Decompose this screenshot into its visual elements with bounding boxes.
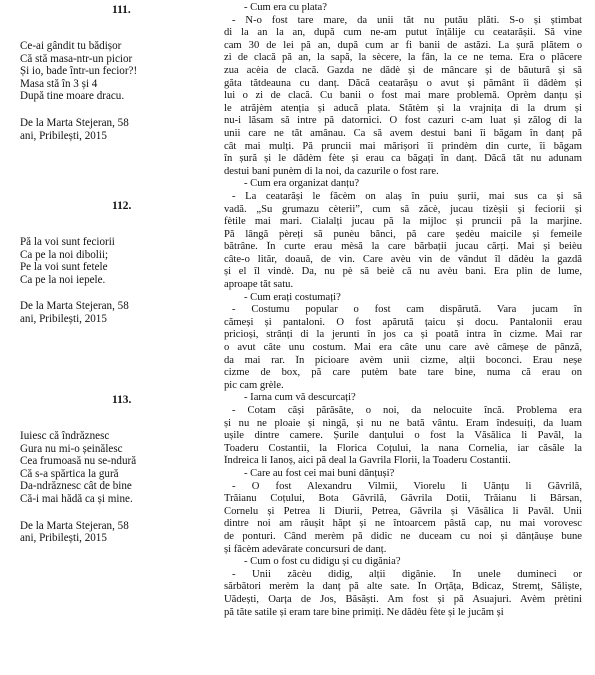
answer-line: cam 30 de lei pă an, după cum ar fi banii de astăzi. La șură plătem o [224,39,582,51]
answer-line: bătrâne. În curte erau mèsă la care bărbații jucau cărți. Mai și beièu [224,241,582,253]
verse-number: 113. [112,394,132,406]
source-line: ani, Pribilești, 2015 [20,312,107,325]
interview-answer [224,15,582,179]
verse-line: Ca pe la noi iepele. [20,273,106,286]
interview-column [224,2,582,619]
verse-number: 112. [112,200,132,212]
answer-line: aproape tăt satu. [224,279,294,291]
answer-line: zua acèia de clacă. Gazda ne dădè și de mâncare și de băutură și să [224,64,582,76]
verse-line: Ce-ai gândit tu bădișor [20,40,122,52]
interview-answer [224,191,582,292]
interview-answer [224,481,582,557]
answer-line: cât mai mulți. Pă pruncii mai mărișori îi prindèm din curte, îi băgam [224,140,582,152]
verse-line: Că-i mai hădă ca și mine. [20,492,133,505]
verse-source [20,117,129,142]
interview-question: - Cum o fost cu didigu și cu digănia? [244,556,401,568]
verse-line: După tine moare dracu. [20,90,125,103]
verse-line: Pă la voi sunt feciorii [20,236,115,248]
source-line: De la Marta Stejeran, 58 [20,300,129,313]
interview-question: - Cum erați costumați? [244,291,341,303]
answer-line: sărbători merèm la danț pă alte sate. În Orțăța, Bdicaz, Stremț, Săliște, [224,581,582,593]
answer-line: lui o zi de clacă. Cu banii o fost mai mare problemă. Oprèm danțu și [224,90,582,102]
answer-line: și făcèm adevărate concursuri de danț. [224,543,387,555]
verse-text [20,236,115,286]
answer-line: fètile mai mari. Cialalți jucau pă la mijloc și pruncii pă la marjine. [224,216,582,228]
answer-line: și el îl vindè. Da, nu pè să beiè că nu avèu bani. Era plin de lume, [224,266,582,278]
answer-line: câte-o lităr, doauă, de vin. Care avèu vin de vândut îl dădèu la gazdă [224,253,582,265]
answer-line: le atrăjèm atenția și aducă plata. Stătèm și la vrajnița di la drum și [224,102,582,114]
answer-line: - N-o fost tare mare, da unii tăt nu putău plăti. S-o și știmbat [232,14,582,26]
answer-line: nu-i lăsam să intre pă datornici. O fost cazuri c-am luat și zălog di la [224,115,582,127]
answer-line: de ponturi. Când merèm pă didic ne duceam cu noi și dănțăușe bune [224,530,582,542]
answer-line: da mai rar. În picioare avèm unii cizme, alții boconci. Erau neșe [224,354,582,366]
interview-question: - Care au fost cei mai buni dănțuși? [244,467,395,479]
verse-source [20,300,129,325]
answer-line: unii care ne tăt amânau. Ca să avem destui bani îi băgam în danț pă [224,127,582,139]
source-line: ani, Pribilești, 2015 [20,532,107,545]
answer-line: - O fost Alexandru Vilmii, Viorelu li Uănțu li Găvrilă, [232,480,582,492]
answer-line: - Unii zăcèu didig, alții digănie. În unele dumineci or [232,568,582,580]
answer-line: - Cotam căși părăsăte, o noi, da nelocuite încă. Problema era [232,405,582,416]
answer-line: Toaderu Costantii, la Florica Coțului, la nana Cornelia, iar căsăle la [224,442,582,454]
interview-question: - Cum era cu plata? [244,2,327,13]
answer-line: găta tătdeauna cu danț. Dăcă ceatarășu o avut și pământ îi dădèm și [224,77,582,89]
answer-line: dintre noi am răușit hăpt și ne întoarcem pâstă cap, nu mai vorovesc [224,518,582,530]
source-line: ani, Pribilești, 2015 [20,129,107,142]
answer-line: Pă lângă pèreți să punèu bănci, pă care ședèu maicile și femeile [224,228,582,240]
interview-question: - Cum era organizat danțu? [244,178,360,190]
interview-answer [224,569,582,619]
interview-question: - Iarna cum vă descurcați? [244,392,356,404]
answer-line: zi de clacă pă an, la sapă, la sècere, la fân, la ce ne tema. Era o plăcere [224,52,582,64]
answer-line: Cornelu și Petrea li Diurii, Petrea, Găvrila și Văsălica li Pavăl. Unii [224,505,582,517]
verse-line: Iuiesc că îndrăznesc [20,430,110,442]
verse-line: Masa stă în 3 și 4 [20,77,98,90]
answer-line: pricioși, strânți di la jerunti în jos ca și poată intra în cizme. Mai rar [224,329,582,341]
verse-line: Da-ndrăznesc cât de bine [20,480,132,493]
source-line: De la Marta Stejeran, 58 [20,117,129,129]
verse-text [20,40,137,103]
answer-line: cămeși și pantaloni. O fost apărută țaicu și docu. Pantalonii erau [224,316,582,328]
source-line: De la Marta Stejeran, 58 [20,519,129,532]
verse-text [20,430,136,506]
answer-line: pă tăte satile și eram tare bine primiți. Ne dădèu fète și le jucăm și [224,606,504,618]
verse-line: Și io, bade într-un fecior?! [20,65,138,78]
verse-source [20,520,129,545]
answer-line: pic cam grèle. [224,379,284,391]
answer-line: Trăianu Coțului, Bota Găvrilă, Găvrila Dotii, Trăianu li Bârsan, [224,493,582,505]
verse-line: Cea frumoasă nu se-ndură [20,455,137,468]
answer-line: vadă. „Su grumazu cèterii”, cum să zăcè, jucau tizèșii și feciorii și [224,203,582,215]
answer-line: o avut câte unu costum. Mai era câte unu care avè câmeșe de pânză, [224,342,582,354]
verse-line: Că stă masa-ntr-un picior [20,52,133,65]
verse-line: Pe la voi sunt fetele [20,261,108,274]
verse-number: 111. [112,4,131,16]
answer-line: Uădești, Oarța de Jos, Băsăști. Am fost și pă Asuajuri. Avèm prètini [224,593,582,605]
answer-line: Îndreica li Ianoș, aici pă deal la Gavrila Florii, la Toaderu Costantii. [224,455,511,467]
interview-answer [224,405,582,468]
verse-line: Ca pe la noi dibolii; [20,248,109,261]
answer-line: cizme de box, pă care putèm bate tare bine, numa că erau on [224,367,582,379]
verse-line: Gura nu mi-o șeinălesc [20,442,123,455]
answer-line: di la an la an, după cum ne-am putut înțălije cu ceatarășii. Să vine [224,27,582,39]
verse-line: Că s-a spărtica la gură [20,467,119,480]
answer-line: ușile dintre camere. Șurile danțului o fost la Văsălica li Pavăl, la [224,430,582,442]
answer-line: destui bani punèm di la noi, da cazurile o fost rare. [224,165,439,177]
answer-line: - La ceatarăși le făcèm on alaș în puiu șurii, mai sus ca și să [232,190,582,202]
interview-answer [224,304,582,392]
answer-line: în șură și le dădèm fète și erau ca băgați în danț. Dăcă tăt nu adunam [224,153,582,165]
answer-line: și nu ne ploaie și ningă, și nu ne bată vântu. Eram îndesuiți, da luam [224,417,582,429]
answer-line: - Costumu popular o fost cam dispărută. Vara jucam în [232,304,582,316]
